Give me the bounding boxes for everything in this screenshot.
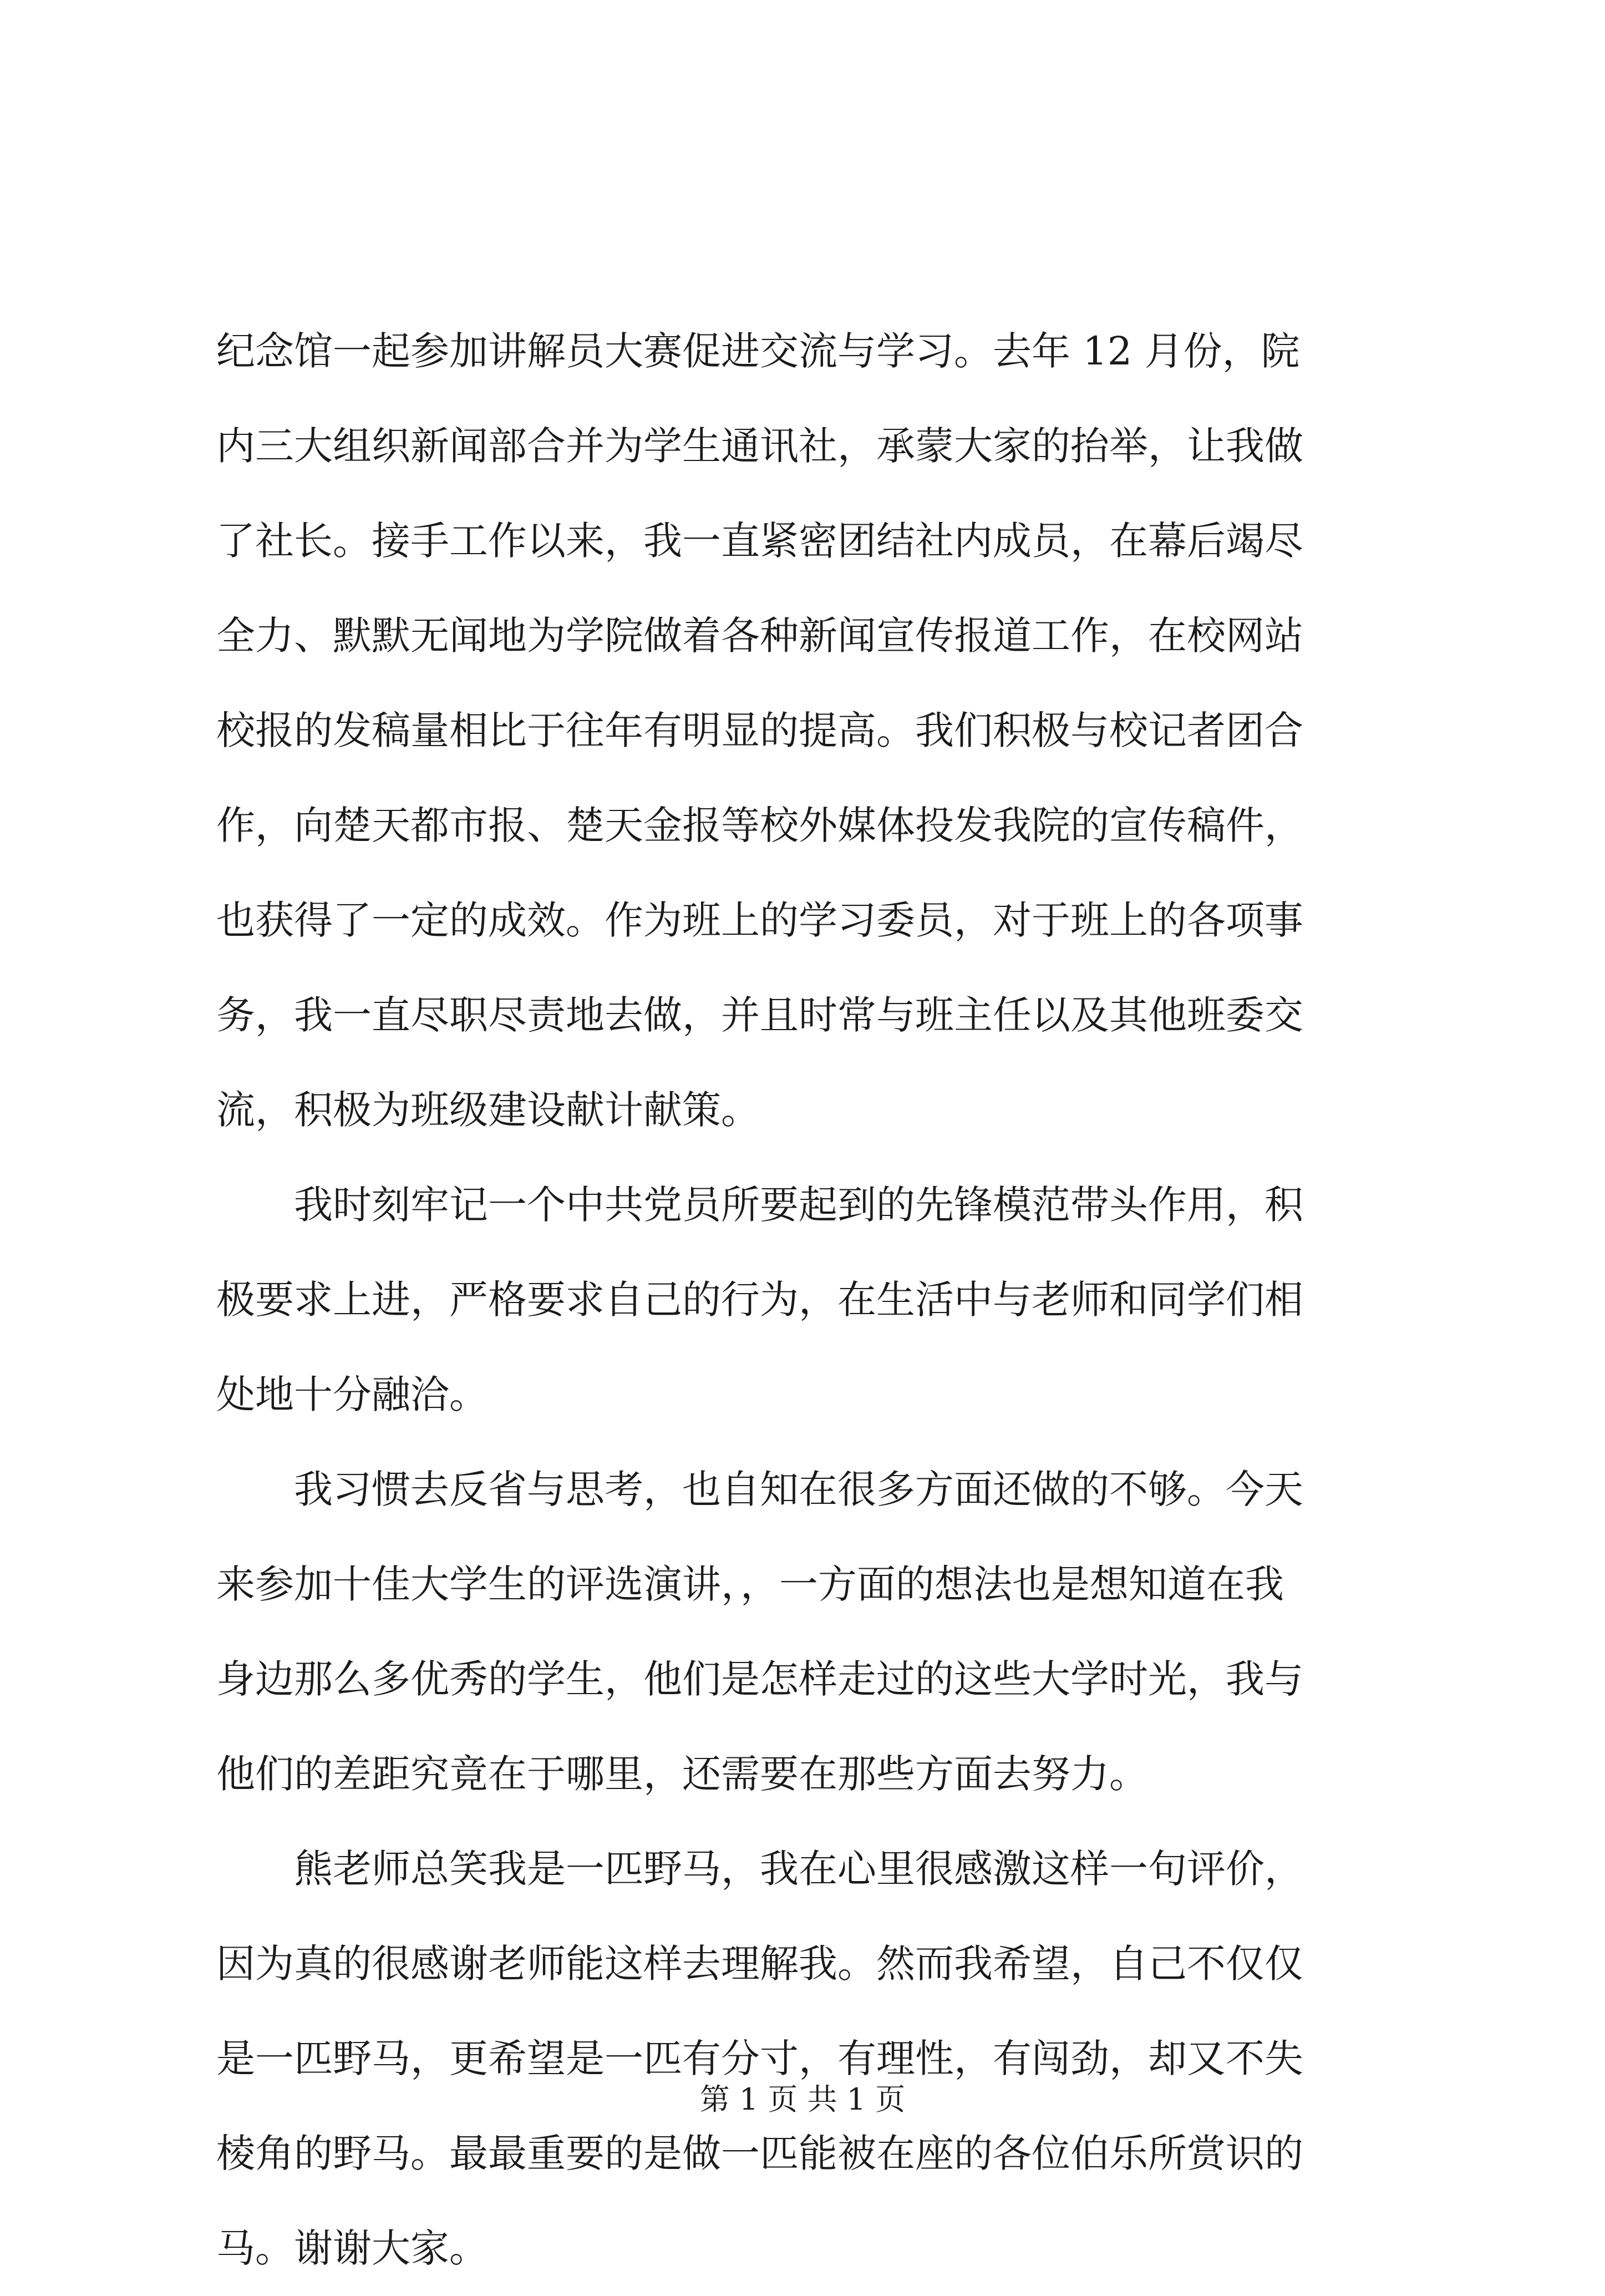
text-line: 马。谢谢大家。: [216, 2226, 488, 2271]
text-line: 我习惯去反省与思考，也自知在很多方面还做的不够。今天: [216, 1467, 1303, 1512]
paragraph: [216, 1822, 1409, 2296]
text-line: 务，我一直尽职尽责地去做，并且时常与班主任以及其他班委交: [216, 992, 1303, 1038]
text-line: 棱角的野马。最最重要的是做一匹能被在座的各位伯乐所赏识的: [216, 2131, 1303, 2176]
text-line: 纪念馆一起参加讲解员大赛促进交流与学习。去年 12 月份，院: [216, 328, 1300, 374]
text-line: 我时刻牢记一个中共党员所要起到的先锋模范带头作用，积: [216, 1182, 1303, 1228]
text-line: 来参加十佳大学生的评选演讲，，一方面的想法也是想知道在我: [216, 1562, 1284, 1607]
text-line: 校报的发稿量相比于往年有明显的提高。我们积极与校记者团合: [216, 708, 1303, 753]
text-line: 身边那么多优秀的学生，他们是怎样走过的这些大学时光，我与: [216, 1656, 1303, 1702]
text-line: 因为真的很感谢老师能这样去理解我。然而我希望，自己不仅仅: [216, 1941, 1303, 1986]
text-line: 了社长。接手工作以来，我一直紧密团结社内成员，在幕后竭尽: [216, 518, 1303, 564]
text-line: 也获得了一定的成效。作为班上的学习委员，对于班上的各项事: [216, 898, 1303, 943]
document-body: [216, 304, 1409, 2296]
page-number-footer: 第 1 页 共 1 页: [699, 2082, 906, 2117]
text-line: 内三大组织新闻部合并为学生通讯社，承蒙大家的抬举，让我做: [216, 423, 1303, 469]
text-line: 流，积极为班级建设献计献策。: [216, 1087, 760, 1133]
text-line: 极要求上进，严格要求自己的行为，在生活中与老师和同学们相: [216, 1277, 1303, 1322]
text-line: 他们的差距究竟在于哪里，还需要在那些方面去努力。: [216, 1751, 1148, 1797]
text-line: 作，向楚天都市报、楚天金报等校外媒体投发我院的宣传稿件，: [216, 803, 1303, 848]
text-line: 处地十分融洽。: [216, 1372, 488, 1417]
text-line: 全力、默默无闻地为学院做着各种新闻宣传报道工作，在校网站: [216, 613, 1303, 658]
text-line: 是一匹野马，更希望是一匹有分寸，有理性，有闯劲，却又不失: [216, 2036, 1303, 2081]
paragraph: [216, 304, 1409, 1158]
paragraph: [216, 1158, 1409, 1442]
text-line: 熊老师总笑我是一匹野马，我在心里很感激这样一句评价，: [216, 1846, 1303, 1892]
paragraph: [216, 1442, 1409, 1822]
